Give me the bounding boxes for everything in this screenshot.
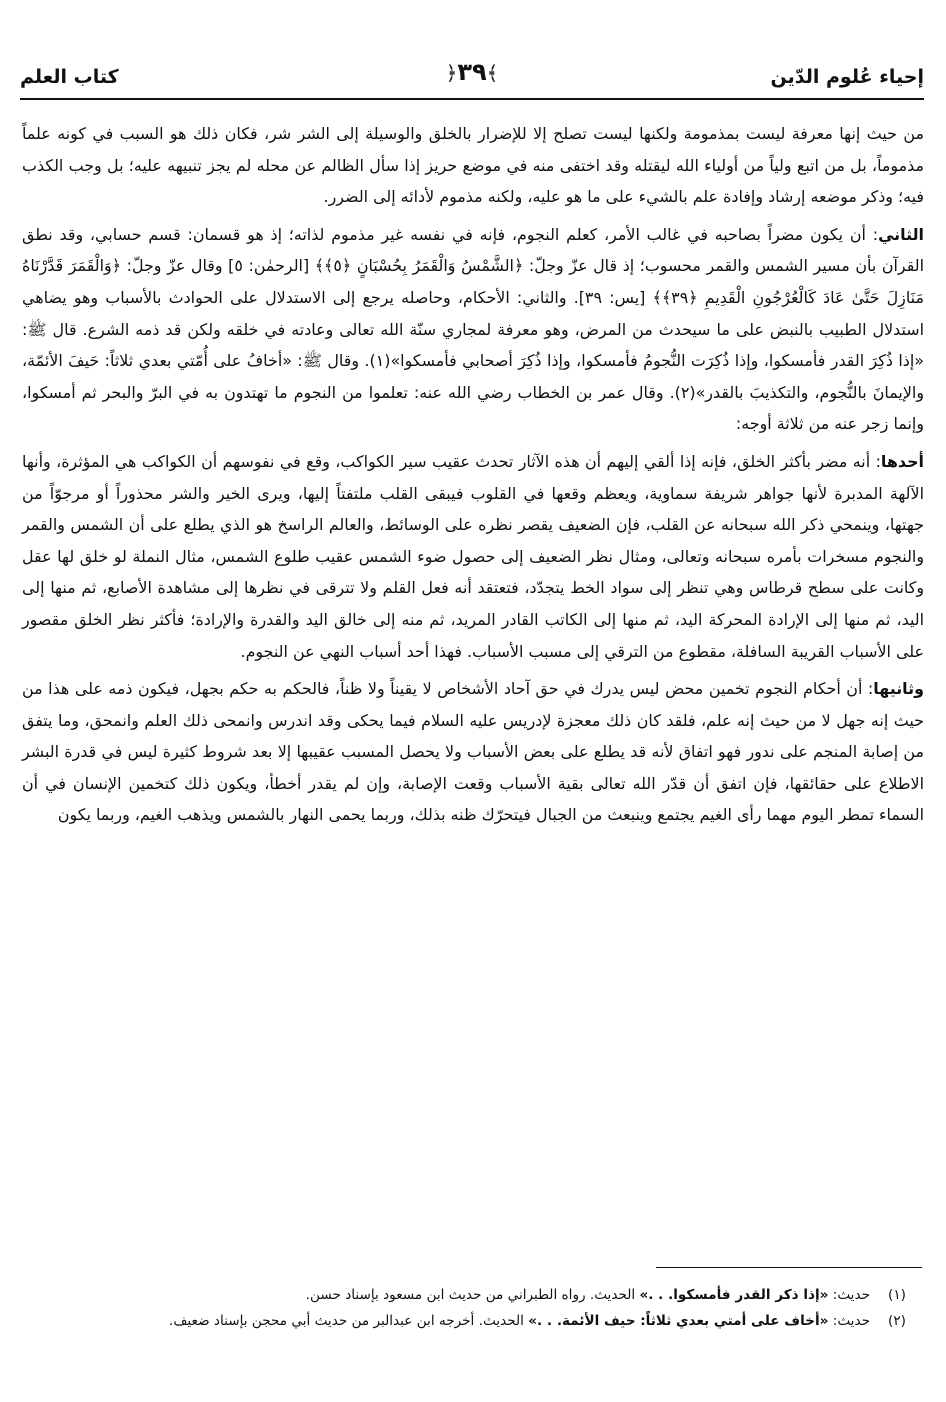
footnotes [22,1282,924,1334]
section-title: كتاب العلم [20,66,119,88]
paragraph-2 [22,219,924,440]
paragraph-text: من حيث إنها معرفة ليست بمذمومة ولكنها ليست تصلح إلا للإضرار بالخلق والوسيلة إلى الشر شر، فكان ذلك هو السبب في كونه علماً مذموماً، بل من اتبع ولياً من أولياء الله ليقتله وقد اختفى منه في موضع حريز إذا سأل الظالم عن محله لم يجز تنبيهه عليه؛ بل وجب الكذب فيه؛ وذكر موضعه إرشاد وإفادة علم بالشيء على ما هو عليه، ولكنه مذموم لأدائه إلى الضرر. [22,124,924,207]
footnote-number: (١) [888,1287,906,1303]
page-number-value: ٣٩ [457,58,487,86]
footnote-quote: «إذا ذكر القدر فأمسكوا. . .» [639,1287,829,1303]
paragraph-text: : أن أحكام النجوم تخمين محض ليس يدرك في حق آحاد الأشخاص لا يقيناً ولا ظناً، فالحكم به حكم بجهل، فيكون ذمه على هذا من حيث إنه جهل لا من حيث إنه علم، فلقد كان ذلك معجزة لإدريس عليه السلام فيما يحكى وقد اندرس وانمحى ذلك العلم وانمحق، وما يتفق من إصابة المنجم على ندور فهو اتفاق لأنه قد يطلع على بعض الأسباب ولا يحصل المسبب عقيبها إلا بعد شروط كثيرة ليس في قدرة البشر الاطلاع على حقائقها، فإن اتفق أن قدّر الله تعالى بقية الأسباب وقعت الإصابة، وإن لم يقدر أخطأ، ويكون ذلك كتخمين الإنسان في أن السماء تمطر اليوم مهما رأى الغيم يجتمع وينبعث من الجبال فيتحرّك ظنه بذلك، وربما يحمى النهار بالشمس ويذهب الغيم، وربما يكون [22,679,924,825]
footnote-body: الحديث. رواه الطبراني من حديث ابن مسعود بإسناد حسن. [305,1287,640,1303]
footnote-text [22,1308,870,1334]
paragraph-3 [22,446,924,667]
main-text [22,118,924,837]
page-number [446,58,499,86]
ornament-right-icon: ﴾ [486,61,499,85]
footnote-2 [22,1308,924,1334]
book-title: إحياء عُلوم الدّين [770,66,924,88]
footnote-prefix: حديث: [828,1287,870,1303]
page-header [20,58,924,102]
paragraph-1 [22,118,924,213]
paragraph-lead: الثاني [878,224,924,244]
paragraph-text: : أن يكون مضراً بصاحبه في غالب الأمر، كعلم النجوم، فإنه في نفسه غير مذموم لذاته؛ إذ هو قسمان: قسم حسابي، وقد نطق القرآن بأن مسير الشمس والقمر محسوب؛ إذ قال عزّ وجلّ: ﴿الشَّمْسُ وَالْقَمَرُ بِحُسْبَانٍ ﴿٥﴾﴾ [الرحمٰن: ٥] وقال عزّ وجلّ: ﴿وَالْقَمَرَ قَدَّرْنَاهُ مَنَازِلَ حَتَّىٰ عَادَ كَالْعُرْجُونِ الْقَدِيمِ ﴿٣٩﴾﴾ [يس: ٣٩]. والثاني: الأحكام، وحاصله يرجع إلى الاستدلال على الحوادث بالأسباب وهو يضاهي استدلال الطبيب بالنبض على ما سيحدث من المرض، وهو معرفة لمجاري سنّة الله تعالى وعادته في خلقه ولكن قد ذمه الشرع. قال ﷺ: «إذا ذُكِرَ القدر فأمسكوا، وإذا ذُكِرَت النُّجومُ فأمسكوا، وإذا ذُكِرَ أصحابي فأمسكوا»(١). وقال ﷺ: «أخافُ على أُمّتي بعدي ثلاثاً: حَيفَ الأئمّة، والإيمانَ بالنُّجوم، والتكذيبَ بالقدر»(٢). وقال عمر بن الخطاب رضي الله عنه: تعلموا من النجوم ما تهتدون به في البرّ والبحر ثم أمسكوا، وإنما زجر عنه من ثلاثة أوجه: [22,224,925,434]
footnote-prefix: حديث: [828,1313,870,1329]
footnote-body: الحديث. أخرجه ابن عبدالبر من حديث أبي محجن بإسناد ضعيف. [169,1313,529,1329]
footnote-1 [22,1282,924,1308]
paragraph-lead: أحدها [880,451,924,471]
footnote-text [22,1282,870,1308]
header-divider [20,98,924,100]
footnote-quote: «أخاف على أمتي بعدي ثلاثاً: حيف الأئمة. . .» [528,1313,829,1329]
footnote-number: (٢) [888,1313,906,1329]
paragraph-4 [22,673,924,831]
footnote-divider [656,1267,922,1268]
paragraph-lead: وثانيها [873,679,924,699]
ornament-left-icon: ﴿ [445,61,458,85]
paragraph-text: : أنه مضر بأكثر الخلق، فإنه إذا ألقي إليهم أن هذه الآثار تحدث عقيب سير الكواكب، وقع في نفوسهم أن الكواكب هي المؤثرة، وأنها الآلهة المدبرة لأنها جواهر شريفة سماوية، ويعظم وقعها في القلوب فيبقى القلب ملتفتاً إليها، ويرى الخير والشر محذوراً أو مرجوّاً من جهتها، وينمحي ذكر الله سبحانه عن القلب، فإن الضعيف يقصر نظره على الوسائط، والعالم الراسخ هو الذي يطلع على أن الشمس والقمر والنجوم مسخرات بأمره سبحانه وتعالى، ومثال نظر الضعيف إلى حصول ضوء الشمس عقيب طلوع الشمس، مثال النملة لو خلق لها عقل وكانت على سطح قرطاس وهي تنظر إلى سواد الخط يتجدّد، فتعتقد أنه فعل القلم ولا تترقى في نظرها إلى مشاهدة الأصابع، ثم منها إلى اليد، ثم منها إلى الإرادة المحركة اليد، ثم منها إلى الكاتب القادر المريد، ثم منه إلى خالق اليد والقدرة والإرادة؛ فأكثر نظر الخلق مقصور على الأسباب القريبة السافلة، مقطوع من الترقي إلى مسبب الأسباب. فهذا أحد أسباب النهي عن النجوم. [22,451,924,661]
